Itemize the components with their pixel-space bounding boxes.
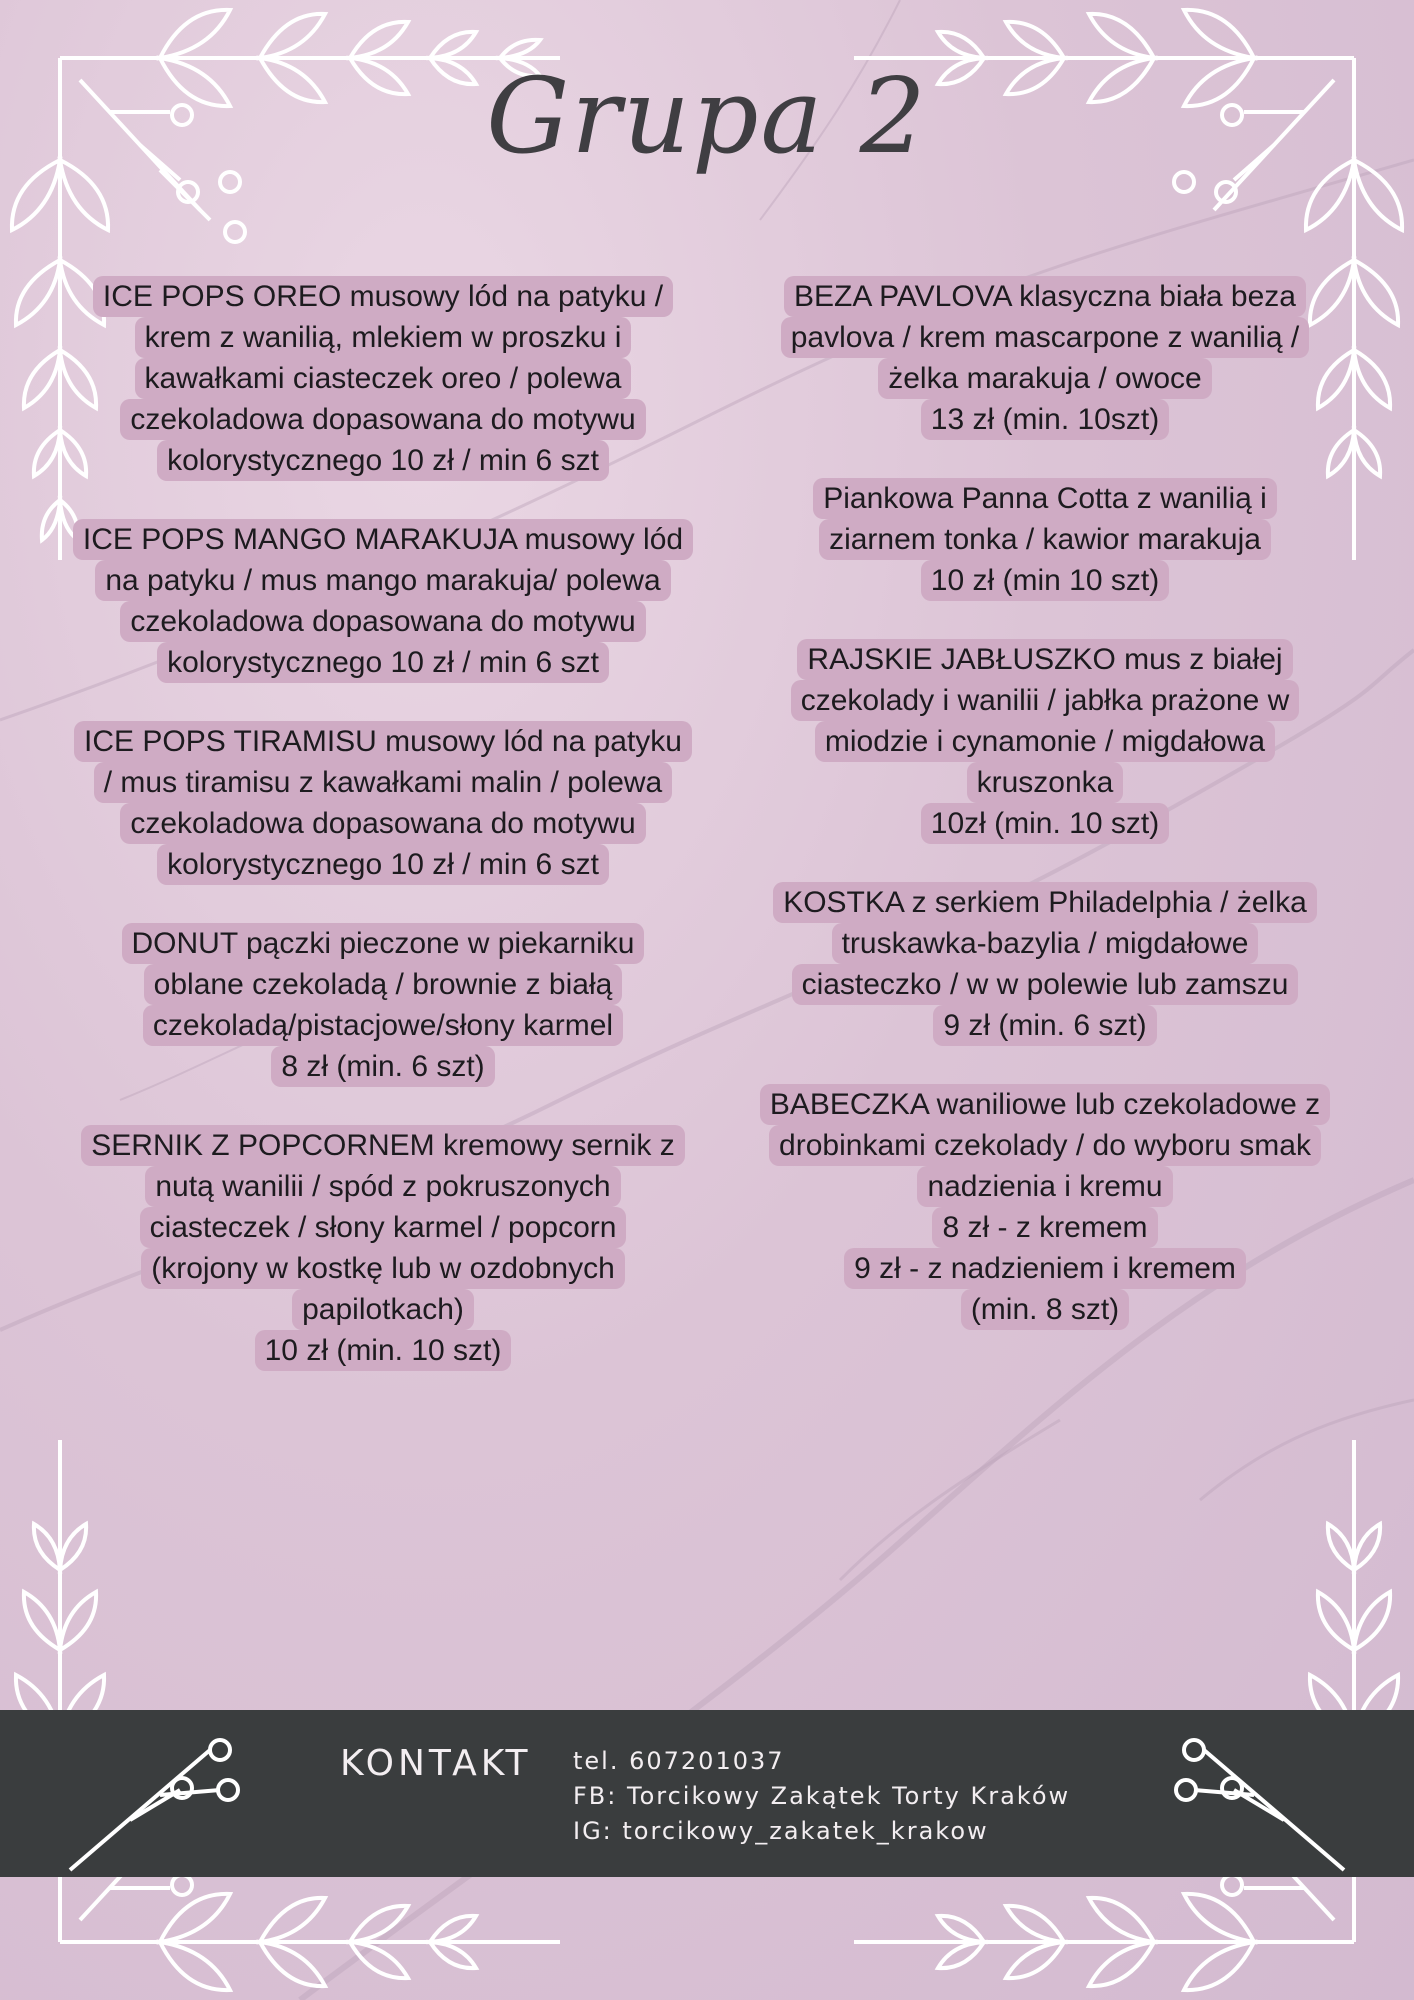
- menu-item-line: czekoladą/pistacjowe/słony karmel: [143, 1005, 623, 1046]
- menu-item-sernik-popcorn: [48, 1125, 718, 1371]
- contact-label: KONTAKT: [340, 1743, 532, 1784]
- menu-item-price: 8 zł - z kremem: [932, 1207, 1157, 1248]
- menu-item-price: 9 zł - z nadzieniem i kremem: [844, 1248, 1246, 1289]
- menu-item-line: SERNIK Z POPCORNEM kremowy sernik z: [81, 1125, 684, 1166]
- menu-item-line: ziarnem tonka / kawior marakuja: [819, 519, 1271, 560]
- menu-item-line: BABECZKA waniliowe lub czekoladowe z: [760, 1084, 1330, 1125]
- menu-item-line: nutą wanilii / spód z pokruszonych: [145, 1166, 620, 1207]
- menu-item-line: kolorystycznego 10 zł / min 6 szt: [157, 642, 609, 683]
- menu-item-line: papilotkach): [292, 1289, 474, 1330]
- menu-column-right: [722, 276, 1368, 1368]
- menu-item-donut: [48, 923, 718, 1087]
- menu-item-line: pavlova / krem mascarpone z wanilią /: [781, 317, 1310, 358]
- menu-item-line: ciasteczko / w w polewie lub zamszu: [792, 964, 1299, 1005]
- menu-item-line: ICE POPS OREO musowy lód na patyku /: [93, 276, 673, 317]
- menu-item-line: drobinkami czekolady / do wyboru smak: [769, 1125, 1321, 1166]
- menu-item-line: nadzienia i kremu: [917, 1166, 1172, 1207]
- contact-details: [573, 1744, 1070, 1849]
- menu-item-price: 10 zł (min 10 szt): [921, 560, 1169, 601]
- page-title: Grupa 2: [486, 55, 928, 177]
- menu-item-line: BEZA PAVLOVA klasyczna biała beza: [784, 276, 1306, 317]
- menu-item-line: czekoladowa dopasowana do motywu: [120, 803, 645, 844]
- menu-item-line: czekoladowa dopasowana do motywu: [120, 601, 645, 642]
- menu-item-ice-pops-mango: [48, 519, 718, 683]
- menu-item-line: kolorystycznego 10 zł / min 6 szt: [157, 844, 609, 885]
- menu-item-line: kruszonka: [967, 762, 1124, 803]
- menu-item-line: czekolady i wanilii / jabłka prażone w: [791, 680, 1300, 721]
- menu-item-price: 13 zł (min. 10szt): [921, 399, 1169, 440]
- menu-item-rajskie-jabluszko: [722, 639, 1368, 844]
- menu-item-line: na patyku / mus mango marakuja/ polewa: [95, 560, 670, 601]
- contact-instagram[interactable]: IG: torcikowy_zakatek_krakow: [573, 1817, 989, 1845]
- menu-item-line: kolorystycznego 10 zł / min 6 szt: [157, 440, 609, 481]
- menu-item-line: KOSTKA z serkiem Philadelphia / żelka: [773, 882, 1317, 923]
- menu-item-line: DONUT pączki pieczone w piekarniku: [122, 923, 645, 964]
- menu-item-line: ciasteczek / słony karmel / popcorn: [140, 1207, 627, 1248]
- menu-item-babeczka: [722, 1084, 1368, 1330]
- menu-item-beza-pavlova: [722, 276, 1368, 440]
- menu-item-ice-pops-tiramisu: [48, 721, 718, 885]
- menu-item-line: żelka marakuja / owoce: [878, 358, 1211, 399]
- menu-item-line: krem z wanilią, mlekiem w proszku i: [135, 317, 632, 358]
- menu-item-line: czekoladowa dopasowana do motywu: [120, 399, 645, 440]
- menu-item-line: miodzie i cynamonie / migdałowa: [815, 721, 1275, 762]
- menu-item-line: / mus tiramisu z kawałkami malin / polewa: [94, 762, 673, 803]
- menu-item-line: truskawka-bazylia / migdałowe: [832, 923, 1259, 964]
- menu-item-price: 10zł (min. 10 szt): [921, 803, 1169, 844]
- contact-facebook[interactable]: FB: Torcikowy Zakątek Torty Kraków: [573, 1782, 1071, 1810]
- menu-item-line: Piankowa Panna Cotta z wanilią i: [813, 478, 1277, 519]
- menu-item-line: RAJSKIE JABŁUSZKO mus z białej: [797, 639, 1292, 680]
- menu-item-ice-pops-oreo: [48, 276, 718, 481]
- contact-phone[interactable]: tel. 607201037: [573, 1747, 785, 1775]
- menu-item-panna-cotta: [722, 478, 1368, 601]
- menu-item-line: oblane czekoladą / brownie z białą: [144, 964, 623, 1005]
- menu-item-price: 10 zł (min. 10 szt): [255, 1330, 512, 1371]
- menu-column-left: [48, 276, 718, 1409]
- menu-item-line: ICE POPS MANGO MARAKUJA musowy lód: [73, 519, 693, 560]
- menu-item-line: ICE POPS TIRAMISU musowy lód na patyku: [74, 721, 692, 762]
- menu-item-line: kawałkami ciasteczek oreo / polewa: [135, 358, 632, 399]
- menu-item-price: 9 zł (min. 6 szt): [933, 1005, 1156, 1046]
- menu-item-kostka: [722, 882, 1368, 1046]
- menu-item-line: (min. 8 szt): [961, 1289, 1129, 1330]
- menu-item-line: (krojony w kostkę lub w ozdobnych: [141, 1248, 625, 1289]
- menu-item-price: 8 zł (min. 6 szt): [271, 1046, 494, 1087]
